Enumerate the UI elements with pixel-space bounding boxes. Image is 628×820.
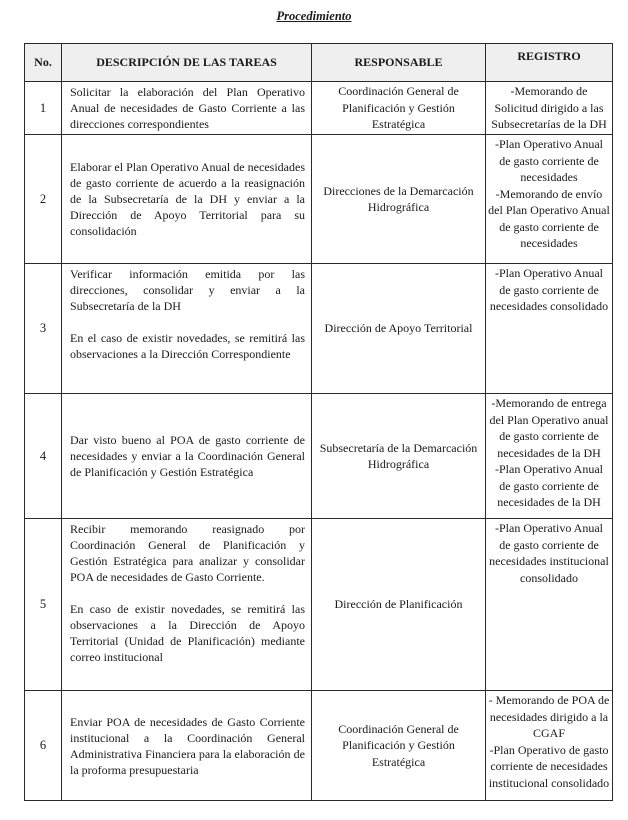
record-cell	[486, 691, 613, 801]
column-header-record: REGISTRO	[486, 44, 613, 82]
table-body	[25, 82, 613, 801]
responsible-cell: Subsecretaría de la Demarcación Hidrográfica	[312, 394, 486, 519]
table-row	[25, 82, 613, 135]
description-paragraph: Verificar información emitida por las direcciones, consolidar y enviar a la Subsecretaría de la DH	[70, 267, 305, 313]
record-item: -Plan Operativo de gasto corriente de necesidades institucional consolidado	[488, 742, 610, 790]
table-row	[25, 394, 613, 519]
description-paragraph: Dar visto bueno al POA de gasto corriente de necesidades y enviar a la Coordinación General de Planificación y Gestión Estratégica	[70, 433, 305, 479]
table-row	[25, 135, 613, 264]
row-number: 2	[25, 135, 62, 264]
record-item: -Plan Operativo Anual de gasto corriente de necesidades institucional consolidado	[489, 521, 609, 585]
record-cell	[486, 82, 613, 135]
record-item: - Memorando de POA de necesidades dirigido a la CGAF	[488, 693, 610, 740]
procedure-heading: Procedimiento	[276, 9, 352, 23]
record-item: -Memorando de envío del Plan Operativo Anual de gasto corriente de necesidades	[488, 186, 610, 250]
description-paragraph: En caso de existir novedades, se remitirá las observaciones a la Dirección de Apoyo Territorial (Unidad de Planificación) mediante correo institucional	[70, 602, 305, 664]
description-paragraph: Recibir memorando reasignado por Coordinación General de Planificación y Gestión Estratégica para analizar y consolidar POA de necesidades de Gasto Corriente.	[70, 522, 305, 584]
header-row	[25, 44, 613, 82]
task-description	[62, 264, 312, 394]
task-description	[62, 135, 312, 264]
description-paragraph: Elaborar el Plan Operativo Anual de necesidades de gasto corriente de acuerdo a la reasignación de la Subsecretaría de la DH y enviar a la Dirección de Apoyo Territorial para su consolidación	[70, 160, 305, 238]
record-item: -Memorando de Solicitud dirigido a las Subsecretarías de la DH	[491, 84, 607, 131]
task-description	[62, 82, 312, 135]
task-description	[62, 394, 312, 519]
procedure-table	[24, 43, 613, 801]
description-paragraph: Solicitar la elaboración del Plan Operativo Anual de necesidades de Gasto Corriente a las direcciones correspondientes	[70, 85, 305, 131]
row-number: 3	[25, 264, 62, 394]
row-number: 1	[25, 82, 62, 135]
task-description	[62, 519, 312, 691]
responsible-cell: Dirección de Planificación	[312, 519, 486, 691]
row-number: 5	[25, 519, 62, 691]
responsible-cell: Coordinación General de Planificación y Gestión Estratégica	[312, 82, 486, 135]
row-number: 4	[25, 394, 62, 519]
responsible-cell: Direcciones de la Demarcación Hidrográfica	[312, 135, 486, 264]
record-item: -Plan Operativo Anual de gasto corriente de necesidades	[495, 137, 603, 184]
record-cell	[486, 135, 613, 264]
table-header	[25, 44, 613, 82]
table-row	[25, 691, 613, 801]
column-header-no: No.	[25, 44, 62, 82]
description-paragraph: En el caso de existir novedades, se remitirá las observaciones a la Dirección Correspondiente	[70, 331, 305, 361]
responsible-cell: Dirección de Apoyo Territorial	[312, 264, 486, 394]
task-description	[62, 691, 312, 801]
record-item: -Plan Operativo Anual de gasto corriente de necesidades consolidado	[489, 266, 609, 313]
record-item: -Plan Operativo Anual de gasto corriente de necesidades de la DH	[495, 462, 603, 509]
description-paragraph: Enviar POA de necesidades de Gasto Corriente institucional a la Coordinación General Administrativa Financiera para la elaboración de la proforma presupuestaria	[70, 714, 305, 777]
responsible-cell: Coordinación General de Planificación y Gestión Estratégica	[312, 691, 486, 801]
table-row	[25, 264, 613, 394]
record-cell	[486, 264, 613, 394]
column-header-description: DESCRIPCIÓN DE LAS TAREAS	[62, 44, 312, 82]
record-cell	[486, 519, 613, 691]
table-row	[25, 519, 613, 691]
record-item: -Memorando de entrega del Plan Operativo anual de gasto corriente de necesidades de la DH	[489, 396, 609, 460]
row-number: 6	[25, 691, 62, 801]
column-header-responsible: RESPONSABLE	[312, 44, 486, 82]
record-cell	[486, 394, 613, 519]
